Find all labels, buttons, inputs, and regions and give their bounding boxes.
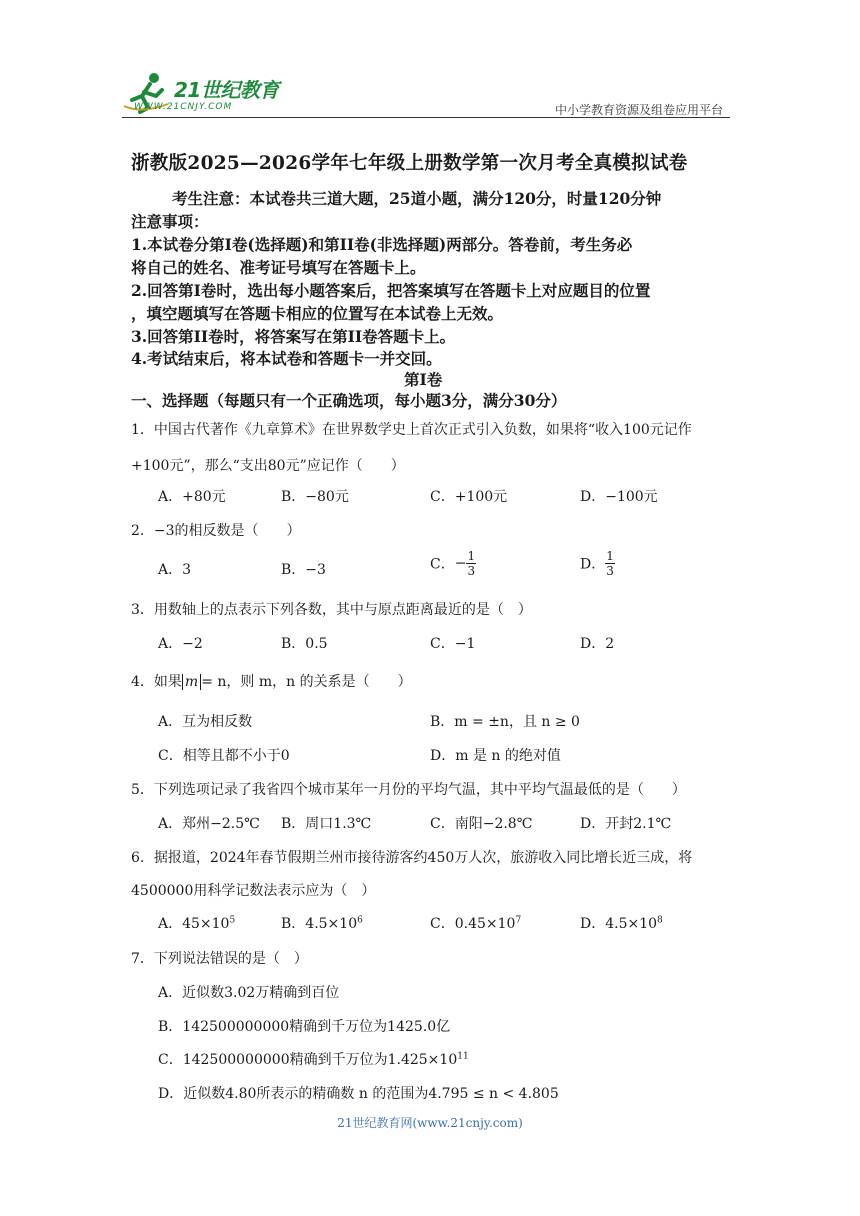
q5-option-c: C．南阳−2.8℃ [430,816,533,832]
fraction [605,549,615,578]
q7-option-c-text: C．142500000000精确到千万位为1.425×10 [158,1052,458,1068]
q2-option-d-label: D． [580,556,606,573]
question-1-line2: +100元”，那么“支出80元”应记作（ ） [131,458,405,474]
exponent: 8 [657,915,663,926]
q3-option-b: B．0.5 [281,636,328,652]
instruction-line: 2.回答第Ⅰ卷时，选出每小题答案后，把答案填写在答题卡上对应题目的位置 [131,281,651,300]
question-4 [131,671,412,691]
q4-option-a: A．互为相反数 [158,714,253,730]
logo [122,70,292,116]
section-title: 一、选择题（每题只有一个正确选项，每小题3分，满分30分） [131,391,567,410]
q7-option-b: B．142500000000精确到千万位为1425.0亿 [158,1019,451,1035]
instruction-line: 4.考试结束后，将本试卷和答题卡一并交回。 [131,349,442,368]
q3-option-a: A．−2 [158,636,203,652]
question-5: 5．下列选项记录了我省四个城市某年一月份的平均气温，其中平均气温最低的是（ ） [131,782,686,798]
q6-option-b-text: B．4.5×10 [281,916,358,932]
question-4-suffix: = n，则 m，n 的关系是（ ） [201,674,412,690]
question-2: 2．−3的相反数是（ ） [131,523,301,539]
q2-option-a: A．3 [158,562,192,578]
absolute-value-m: m [182,674,201,690]
logo-url: WWW.21CNJY.COM [134,102,233,112]
instruction-line: 将自己的姓名、准考证号填写在答题卡上。 [131,258,426,277]
q1-option-c: C．+100元 [430,489,508,505]
question-6-line1: 6．据报道，2024年春节假期兰州市接待游客约450万人次，旅游收入同比增长近三成，将 [131,850,693,866]
q3-option-c: C．−1 [430,636,476,652]
q7-option-a: A．近似数3.02万精确到百位 [158,985,340,1001]
exponent: 5 [229,915,236,926]
q6-option-d [580,913,663,933]
q6-option-a-text: A．45×10 [158,916,230,932]
q2-option-b: B．−3 [281,562,326,578]
q6-option-c [430,913,521,933]
q6-option-a [158,913,235,933]
fraction-denominator: 3 [606,564,614,578]
exponent: 11 [457,1051,469,1062]
exam-notice: 考生注意：本试卷共三道大题，25道小题，满分120分，时量120分钟 [172,189,662,208]
q4-option-b: B．m = ±n，且 n ≥ 0 [430,714,580,730]
question-3: 3．用数轴上的点表示下列各数，其中与原点距离最近的是（ ） [131,602,532,618]
q1-option-d: D．−100元 [580,489,658,505]
q5-option-d: D．开封2.1℃ [580,816,672,832]
q5-option-a: A．郑州−2.5℃ [158,816,260,832]
question-7: 7．下列说法错误的是（ ） [131,951,308,967]
instruction-line: 1.本试卷分第Ⅰ卷(选择题)和第II卷(非选择题)两部分。答卷前，考生务必 [131,235,633,254]
q6-option-d-text: D．4.5×10 [580,916,658,932]
footer-link[interactable]: 21世纪教育网(www.21cnjy.com) [337,1116,523,1130]
q4-option-c: C．相等且都不小于0 [158,748,290,764]
q7-option-c [158,1049,469,1069]
q2-option-c [430,549,476,578]
fraction [466,549,476,578]
fraction-denominator: 3 [467,564,476,578]
q1-option-a: A．+80元 [158,489,226,505]
minus-sign: − [454,555,467,572]
instructions-heading: 注意事项： [131,212,209,231]
header-divider [122,117,730,118]
q6-option-c-text: C．0.45×10 [430,916,516,932]
question-6-line2: 4500000用科学记数法表示应为（ ） [131,883,376,899]
q2-option-c-label: C． [430,556,455,573]
exponent: 6 [357,915,363,926]
page-title: 浙教版2025—2026学年七年级上册数学第一次月考全真模拟试卷 [131,153,688,174]
fraction-numerator: 1 [606,549,614,563]
q4-option-d: D．m 是 n 的绝对值 [430,748,561,764]
q2-option-d [580,549,615,578]
exponent: 7 [515,915,522,926]
question-1-line1: 1．中国古代著作《九章算术》在世界数学史上首次正式引入负数，如果将“收入100元记作 [131,422,692,438]
q1-option-b: B．−80元 [281,489,349,505]
q7-option-d: D．近似数4.80所表示的精确数 n 的范围为4.795 ≤ n < 4.805 [158,1086,559,1102]
q3-option-d: D．2 [580,636,615,652]
platform-label: 中小学教育资源及组卷应用平台 [554,103,723,117]
q5-option-b: B．周口1.3℃ [281,816,372,832]
q6-option-b [281,913,363,933]
question-4-prefix: 4．如果 [131,674,182,690]
fraction-numerator: 1 [467,549,476,563]
instruction-line: 3.回答第II卷时，将答案写在第II卷答题卡上。 [131,327,456,346]
part-title: 第Ⅰ卷 [404,370,443,389]
instruction-line: ，填空题填写在答题卡相应的位置写在本试卷上无效。 [131,304,504,323]
logo-text: 21世纪教育 [174,78,279,102]
